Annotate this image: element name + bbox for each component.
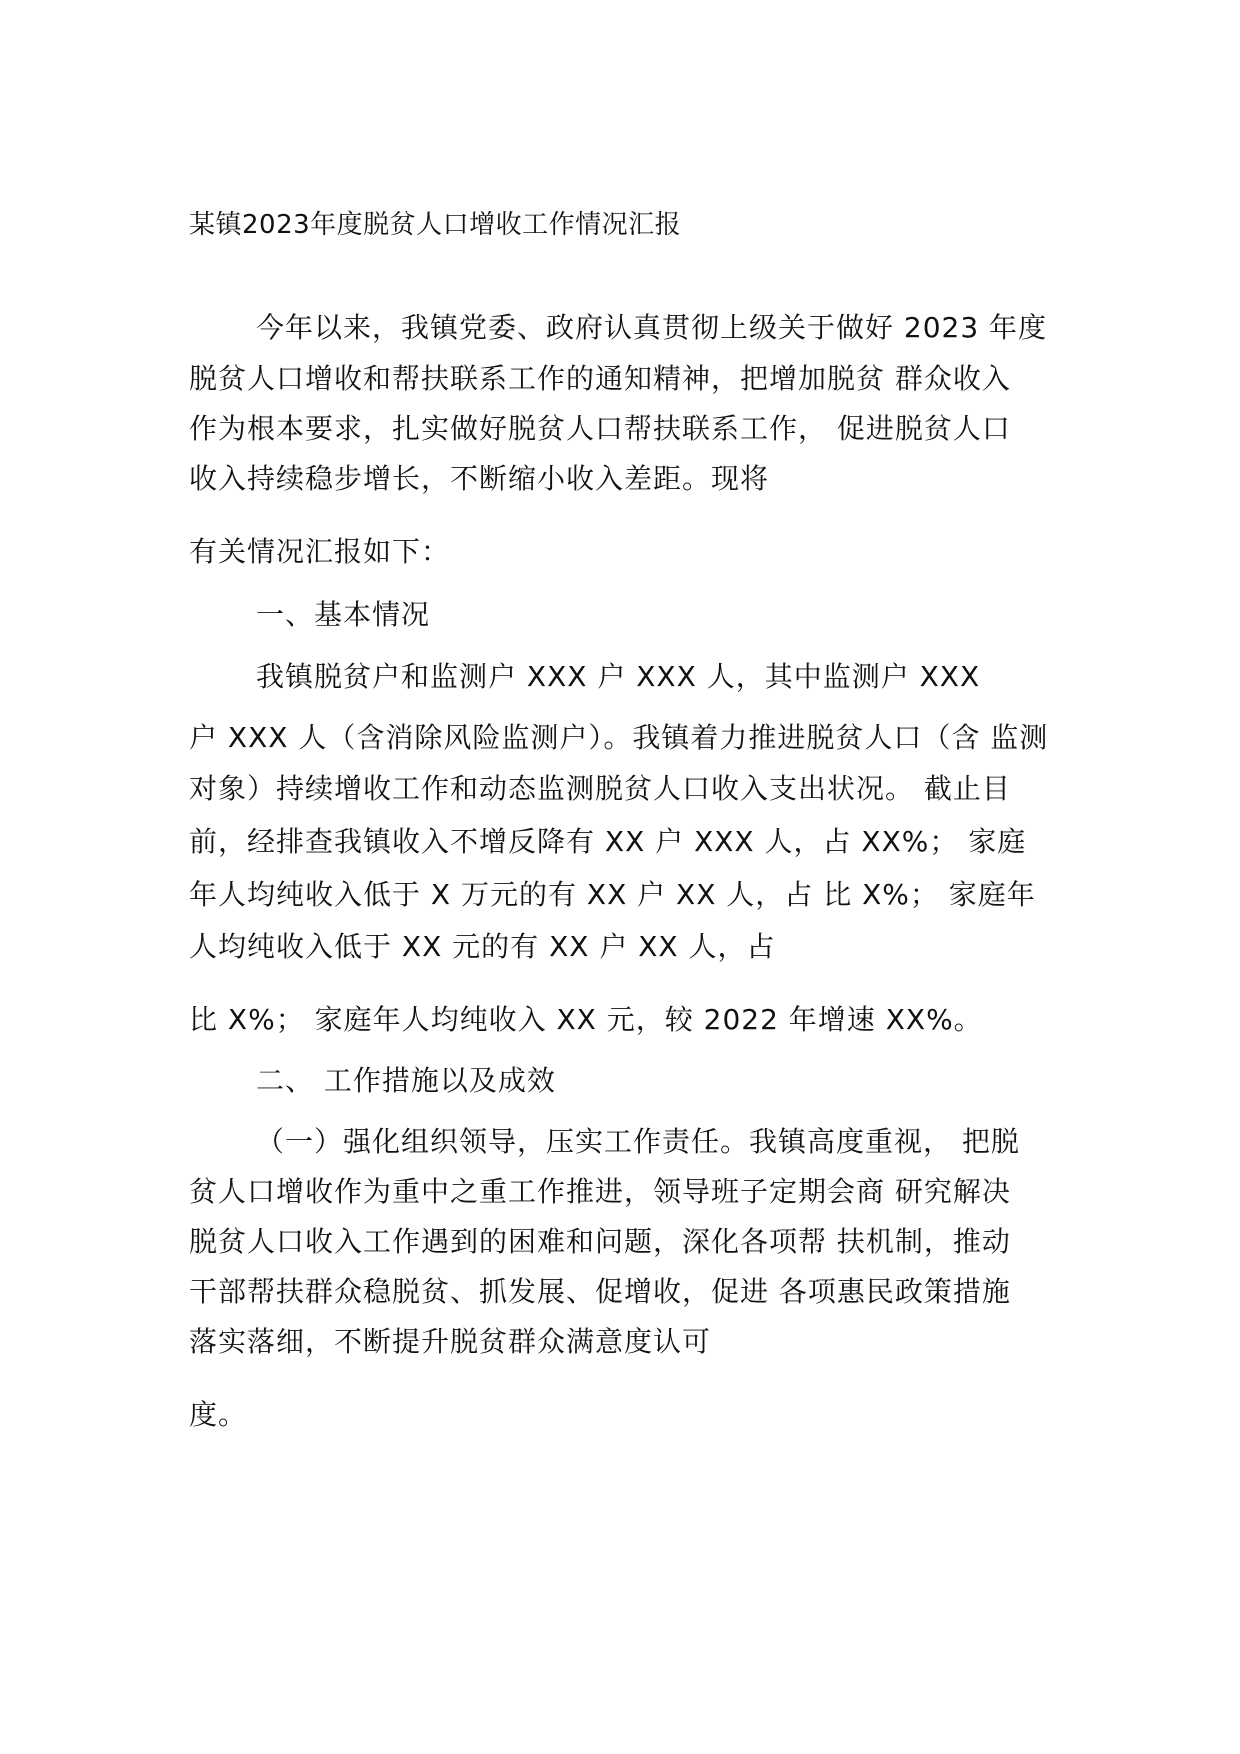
paragraph-line: 干部帮扶群众稳脱贫、抓发展、促增收，促进 各项惠民政策措施: [189, 1275, 1011, 1308]
paragraph-line: 户 XXX 人（含消除风险监测户）。我镇着力推进脱贫人口（含 监测: [189, 721, 1049, 754]
section-heading: 二、 工作措施以及成效: [256, 1064, 556, 1097]
paragraph-line: 对象）持续增收工作和动态监测脱贫人口收入支出状况。 截止目: [189, 772, 1011, 805]
paragraph-line: 今年以来，我镇党委、政府认真贯彻上级关于做好 2023 年度: [256, 311, 1048, 344]
paragraph-line: （一）强化组织领导，压实工作责任。我镇高度重视， 把脱: [256, 1125, 1020, 1158]
paragraph-line: 脱贫人口收入工作遇到的困难和问题，深化各项帮 扶机制，推动: [189, 1225, 1011, 1258]
document-title: 某镇2023年度脱贫人口增收工作情况汇报: [189, 210, 682, 240]
paragraph-line: 度。: [189, 1398, 248, 1431]
paragraph-line: 脱贫人口增收和帮扶联系工作的通知精神，把增加脱贫 群众收入: [189, 362, 1011, 395]
paragraph-line: 落实落细，不断提升脱贫群众满意度认可: [189, 1325, 712, 1358]
paragraph-line: 人均纯收入低于 XX 元的有 XX 户 XX 人，占: [189, 930, 776, 963]
paragraph-line: 贫人口增收作为重中之重工作推进，领导班子定期会商 研究解决: [189, 1175, 1011, 1208]
paragraph-line: 我镇脱贫户和监测户 XXX 户 XXX 人，其中监测户 XXX: [256, 660, 981, 693]
paragraph-line: 收入持续稳步增长，不断缩小收入差距。现将: [189, 462, 770, 495]
paragraph-line: 比 X%； 家庭年人均纯收入 XX 元，较 2022 年增速 XX%。: [189, 1003, 983, 1036]
paragraph-line: 作为根本要求，扎实做好脱贫人口帮扶联系工作， 促进脱贫人口: [189, 412, 1011, 445]
paragraph-line: 前，经排查我镇收入不增反降有 XX 户 XXX 人，占 XX%； 家庭: [189, 825, 1027, 858]
section-heading: 一、基本情况: [256, 598, 431, 631]
paragraph-line: 年人均纯收入低于 X 万元的有 XX 户 XX 人，占 比 X%； 家庭年: [189, 878, 1036, 911]
paragraph-line: 有关情况汇报如下：: [189, 535, 451, 568]
